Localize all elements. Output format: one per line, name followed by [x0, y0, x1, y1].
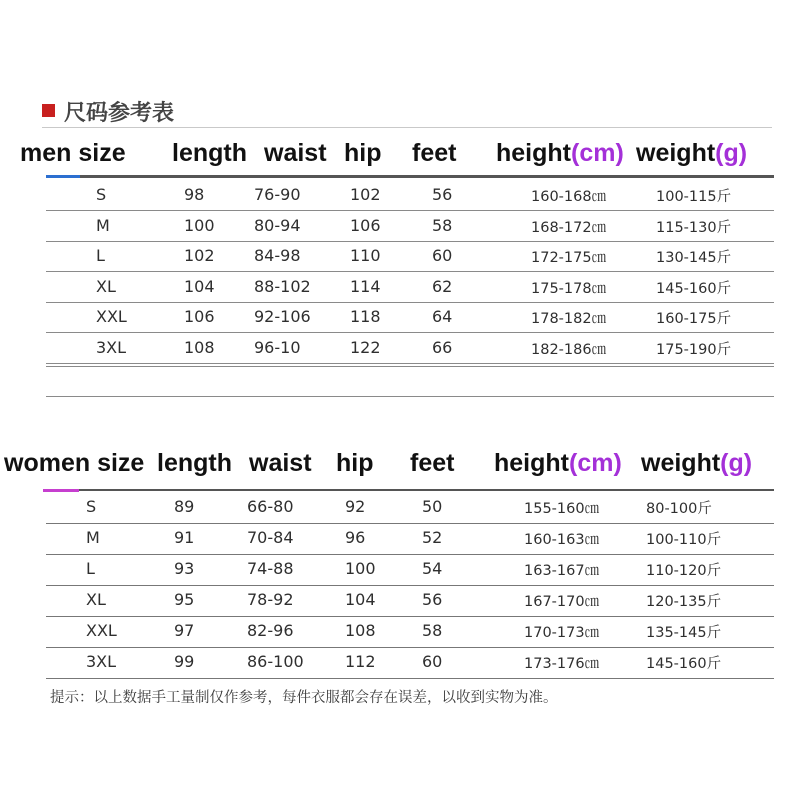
women-header-weight	[641, 449, 752, 478]
men-cell-weight: 145-160斤	[656, 280, 732, 297]
men-cell-size: 3XL	[96, 338, 127, 357]
men-cell-length: 104	[184, 276, 215, 296]
title-marker	[42, 104, 55, 117]
men-cell-weight: 100-115斤	[656, 189, 732, 205]
men-cell-feet: 56	[432, 185, 453, 204]
women-row-divider	[46, 523, 774, 524]
men-cell-feet: 64	[432, 307, 453, 327]
women-header-weight-unit: (g)	[720, 449, 753, 477]
men-cell-feet: 66	[432, 338, 453, 357]
women-cell-feet: 56	[422, 590, 443, 609]
men-header-weight	[636, 139, 747, 168]
men-cell-waist: 92-106	[254, 307, 311, 327]
men-empty-row-divider	[46, 366, 774, 367]
women-cell-length: 97	[174, 621, 195, 640]
men-cell-height: 168-172㎝	[531, 219, 607, 236]
men-row-divider	[46, 363, 774, 364]
men-cell-hip: 114	[350, 276, 381, 296]
women-cell-hip: 104	[345, 590, 376, 609]
men-cell-hip: 118	[350, 307, 381, 327]
men-header-feet: feet	[412, 139, 457, 167]
men-cell-feet: 60	[432, 246, 453, 266]
women-header-rule	[79, 489, 774, 491]
men-cell-length: 108	[184, 338, 215, 357]
men-cell-height: 172-175㎝	[531, 250, 607, 267]
footnote: 提示：以上数据手工量制仅作参考，每件衣服都会存在误差，以收到实物为准。	[50, 690, 558, 706]
women-row-divider	[46, 585, 774, 586]
women-cell-feet: 58	[422, 621, 443, 640]
men-cell-size: M	[96, 215, 110, 235]
men-header-height-unit: (cm)	[571, 139, 624, 167]
women-cell-height: 155-160㎝	[524, 501, 600, 517]
men-row-divider	[46, 332, 774, 333]
men-cell-waist: 96-10	[254, 338, 301, 357]
women-cell-weight: 100-110斤	[646, 532, 722, 548]
women-cell-size: 3XL	[86, 652, 117, 671]
women-cell-height: 167-170㎝	[524, 594, 600, 610]
women-cell-waist: 78-92	[247, 590, 294, 609]
women-accent-bar	[43, 489, 79, 492]
women-header-height	[494, 449, 622, 478]
women-cell-length: 99	[174, 652, 195, 671]
women-row-divider	[46, 616, 774, 617]
women-cell-feet: 60	[422, 652, 443, 671]
women-cell-size: S	[86, 497, 97, 516]
men-cell-waist: 88-102	[254, 276, 311, 296]
women-cell-waist: 70-84	[247, 528, 294, 547]
women-cell-length: 95	[174, 590, 195, 609]
men-row-divider	[46, 241, 774, 242]
men-header-height	[496, 139, 624, 168]
men-cell-length: 106	[184, 307, 215, 327]
men-cell-weight: 130-145斤	[656, 250, 732, 267]
men-cell-hip: 122	[350, 338, 381, 357]
women-cell-weight: 135-145斤	[646, 625, 722, 641]
women-header-waist: waist	[249, 449, 312, 477]
men-accent-bar	[46, 175, 80, 178]
page-title: 尺码参考表	[64, 101, 175, 126]
women-cell-hip: 92	[345, 497, 366, 516]
men-header-waist: waist	[264, 139, 327, 167]
men-cell-weight: 115-130斤	[656, 219, 732, 236]
men-cell-height: 178-182㎝	[531, 311, 607, 328]
women-cell-waist: 82-96	[247, 621, 294, 640]
women-cell-feet: 52	[422, 528, 443, 547]
men-cell-size: S	[96, 185, 107, 204]
women-row-divider	[46, 678, 774, 679]
women-cell-feet: 50	[422, 497, 443, 516]
men-header-hip: hip	[344, 139, 382, 167]
men-empty-row-divider	[46, 396, 774, 397]
men-cell-length: 100	[184, 215, 215, 235]
women-cell-height: 173-176㎝	[524, 656, 600, 672]
women-cell-size: XL	[86, 590, 106, 609]
women-header-label: women size	[4, 449, 145, 477]
women-cell-size: XXL	[86, 621, 117, 640]
men-cell-hip: 110	[350, 246, 381, 266]
men-cell-waist: 84-98	[254, 246, 301, 266]
women-header-feet: feet	[410, 449, 455, 477]
women-header-height-text: height	[494, 449, 569, 477]
women-cell-height: 170-173㎝	[524, 625, 600, 641]
women-header-weight-text: weight	[641, 449, 721, 477]
men-header-weight-unit: (g)	[715, 139, 748, 167]
women-header-hip: hip	[336, 449, 374, 477]
men-row-divider	[46, 271, 774, 272]
women-cell-weight: 110-120斤	[646, 563, 722, 579]
men-header-height-text: height	[496, 139, 571, 167]
men-cell-height: 175-178㎝	[531, 280, 607, 297]
men-cell-size: XL	[96, 276, 116, 296]
women-cell-size: L	[86, 559, 95, 578]
men-cell-waist: 80-94	[254, 215, 301, 235]
women-cell-waist: 86-100	[247, 652, 304, 671]
men-cell-feet: 58	[432, 215, 453, 235]
men-header-length: length	[172, 139, 247, 167]
women-cell-height: 160-163㎝	[524, 532, 600, 548]
women-header-length: length	[157, 449, 232, 477]
men-cell-hip: 106	[350, 215, 381, 235]
men-cell-waist: 76-90	[254, 185, 301, 204]
men-cell-feet: 62	[432, 276, 453, 296]
men-row-divider	[46, 210, 774, 211]
men-cell-length: 98	[184, 185, 205, 204]
women-cell-weight: 145-160斤	[646, 656, 722, 672]
women-header-height-unit: (cm)	[569, 449, 622, 477]
men-cell-size: XXL	[96, 307, 127, 327]
women-cell-weight: 120-135斤	[646, 594, 722, 610]
men-header-label: men size	[20, 139, 126, 167]
men-cell-weight: 160-175斤	[656, 311, 732, 328]
women-cell-waist: 66-80	[247, 497, 294, 516]
women-cell-hip: 96	[345, 528, 366, 547]
men-cell-size: L	[96, 246, 105, 266]
men-header-weight-text: weight	[636, 139, 716, 167]
women-cell-height: 163-167㎝	[524, 563, 600, 579]
men-cell-length: 102	[184, 246, 215, 266]
men-header-rule	[80, 175, 774, 178]
women-cell-hip: 108	[345, 621, 376, 640]
women-cell-feet: 54	[422, 559, 443, 578]
women-cell-weight: 80-100斤	[646, 501, 712, 517]
men-cell-hip: 102	[350, 185, 381, 204]
women-cell-size: M	[86, 528, 100, 547]
women-cell-hip: 100	[345, 559, 376, 578]
men-cell-weight: 175-190斤	[656, 342, 732, 358]
women-cell-length: 91	[174, 528, 195, 547]
title-divider	[42, 127, 772, 128]
men-row-divider	[46, 302, 774, 303]
men-cell-height: 160-168㎝	[531, 189, 607, 205]
women-row-divider	[46, 554, 774, 555]
women-cell-length: 89	[174, 497, 195, 516]
women-row-divider	[46, 647, 774, 648]
women-cell-waist: 74-88	[247, 559, 294, 578]
men-cell-height: 182-186㎝	[531, 342, 607, 358]
women-cell-length: 93	[174, 559, 195, 578]
women-cell-hip: 112	[345, 652, 376, 671]
